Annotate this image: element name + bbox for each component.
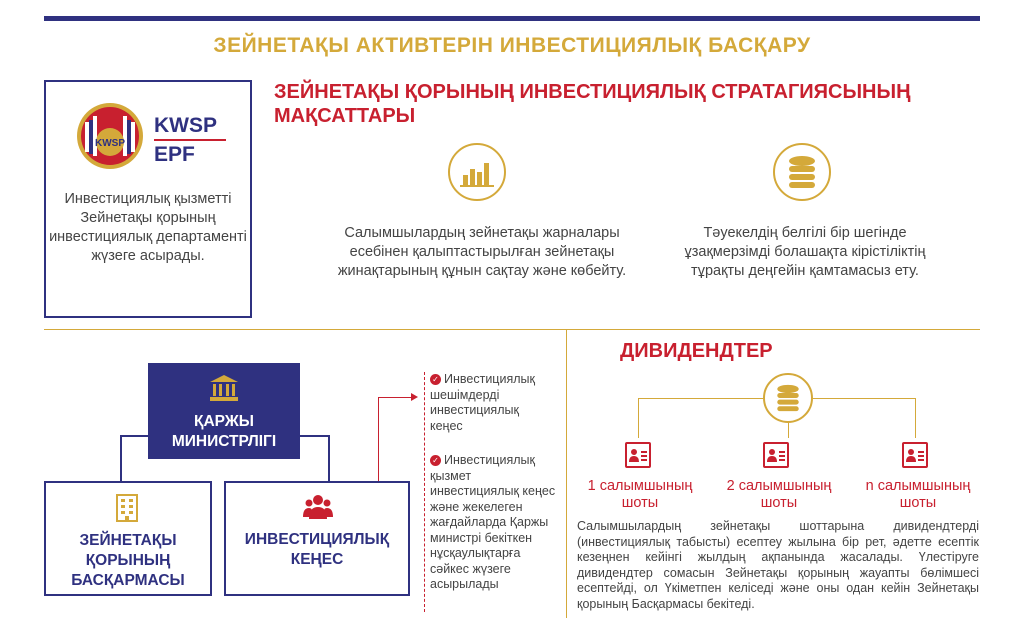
coins-icon [773,143,831,201]
dashed-divider [424,372,425,612]
dividend-connector [638,398,763,399]
logo-description: Инвестициялық қызметті Зейнетақы қорының инвестициялық департаменті жүзеге асырады. [49,191,247,264]
pension-board-box [44,481,212,596]
account-card-icon [763,442,789,468]
connector-line [299,435,329,437]
account-card-icon [902,442,928,468]
objectives-title: ЗЕЙНЕТАҚЫ ҚОРЫНЫҢ ИНВЕСТИЦИЯЛЫҚ СТРАТАГИЯСЫНЫҢ МАҚСАТТАРЫ [274,81,911,127]
connector-line [120,435,122,481]
ministry-label: ҚАРЖЫ МИНИСТРЛІГІ [171,413,277,450]
investment-council-box [224,481,410,596]
account-card-icon [625,442,651,468]
seal-lettering: KWSP [95,138,125,149]
logo-panel [44,80,252,318]
red-connector-line [378,397,379,481]
building-icon [210,375,238,406]
dividends-description: Салымшылардың зейнетақы шоттарына дивидендтерді (инвестициялық табысты) есептеу жылына бір рет, әдетте есептік кезеңнен кейінгі жылдың ақпанында жасалады. Үлестіруге дивидендтер сомасын Зейнетақы қорының жауапты бөлімшесі есептейді, ол Үкіметпен келіседі және оны одан кейін Зейнетақы қорының Басқармасы бекітеді. [577,519,979,611]
objective-1-text: Салымшылардың зейнетақы жарналары есебінен қалыптастырылған зейнетақы жинақтарының құнын сақтау және көбейту. [337,225,627,279]
pension-board-label: ЗЕЙНЕТАҚЫ ҚОРЫНЫҢ БАСҚАРМАСЫ [71,532,185,589]
logo-divider [154,139,226,141]
connector-line [328,435,330,481]
logo-kwsp-text: KWSP [154,114,217,137]
check-circle-icon: ✓ [430,374,441,385]
investment-council-label: ИНВЕСТИЦИЯЛЫҚ КЕҢЕС [244,531,390,568]
bullet-text: Инвестициялық шешімдерді инвестициялық кеңес [430,372,535,433]
dividend-connector [638,398,639,438]
account-2-label: 2 салымшының шоты [726,478,832,511]
check-circle-icon: ✓ [430,455,441,466]
bullet-item [430,453,562,593]
account-n-label: n салымшының шоты [865,478,971,511]
kwsp-seal-logo [76,102,144,170]
office-building-icon [116,494,138,527]
ministry-of-finance-box [148,363,300,459]
logo-epf-text: EPF [154,143,195,166]
dividend-connector [788,423,789,438]
bullet-text: Инвестициялық қызмет инвестициялық кеңес және жекелеген жағдайларда Қаржы министрі бекіткен нұсқаулықтарға сәйкес жүзеге асырылады [430,453,556,591]
users-group-icon [303,493,333,526]
objective-2-text: Тәуекелдің белгілі бір шегінде ұзақмерзімді болашақта кірістіліктің тұрақты деңгейін қамтамасыз ету. [684,225,926,279]
section-divider-vertical [566,330,567,618]
dividend-coins-icon [763,373,813,423]
bullet-item [430,372,550,434]
section-divider-horizontal [44,329,980,330]
dividends-title: ДИВИДЕНДТЕР [620,340,773,362]
page-title: ЗЕЙНЕТАҚЫ АКТИВТЕРІН ИНВЕСТИЦИЯЛЫҚ БАСҚАРУ [213,34,811,57]
dividend-connector [915,398,916,438]
account-1-label: 1 салымшының шоты [587,478,693,511]
connector-line [120,435,149,437]
bar-chart-icon [448,143,506,201]
dividend-connector [813,398,915,399]
arrow-right-icon [411,393,418,401]
top-divider-bar [44,16,980,21]
